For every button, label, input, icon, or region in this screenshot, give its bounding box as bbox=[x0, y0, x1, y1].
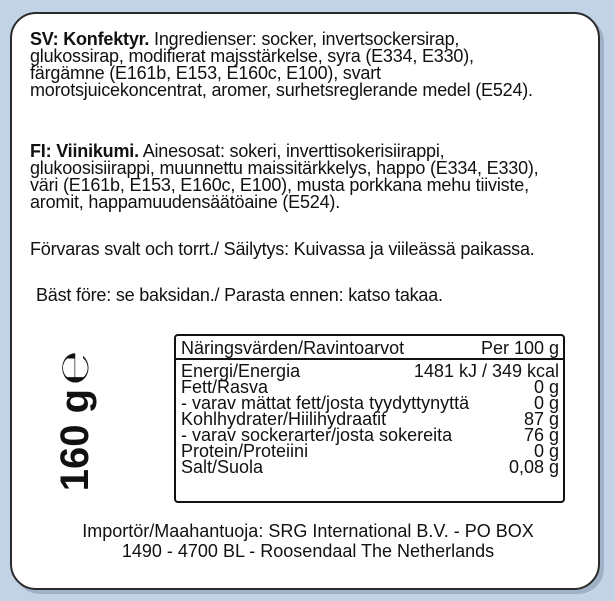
nutrition-row-value: 0,08 g bbox=[508, 457, 559, 477]
nutrition-row-value: 0 g bbox=[533, 441, 559, 461]
nutrition-row-label: - varav mättat fett/josta tyydyttynyttä bbox=[181, 393, 470, 413]
nutrition-row-label: Fett/Rasva bbox=[181, 377, 269, 397]
nutrition-row-label: Salt/Suola bbox=[181, 457, 264, 477]
ingredients-swedish-heading: SV: Konfektyr. bbox=[30, 29, 150, 49]
nutrition-row-label: Protein/Proteiini bbox=[181, 441, 309, 461]
nutrition-row-salt bbox=[181, 459, 559, 475]
nutrition-row-value: 76 g bbox=[523, 425, 559, 445]
nutrition-table-header bbox=[176, 336, 563, 360]
importer-line-1: Importör/Maahantuoja: SRG International B.V. - PO BOX bbox=[82, 521, 534, 541]
net-weight bbox=[40, 342, 110, 500]
nutrition-row-label: - varav sockerarter/josta sokereita bbox=[181, 425, 453, 445]
ingredients-finnish bbox=[30, 143, 550, 211]
nutrition-row-value: 1481 kJ / 349 kcal bbox=[413, 361, 559, 381]
nutrition-row-label: Energi/Energia bbox=[181, 361, 301, 381]
nutrition-table bbox=[174, 334, 565, 503]
ingredients-swedish-text: Ingredienser: socker, invertsockersirap, glukossirap, modifierat majsstärkelse, syra (E334, E330), färgämne (E161b, E153, E160c, E100), svart morotsjuicekoncentrat, aromer, surhetsreglerande medel (E524). bbox=[30, 29, 533, 100]
ingredients-finnish-heading: FI: Viinikumi. bbox=[30, 141, 139, 161]
ingredients-finnish-text: Ainesosat: sokeri, inverttisokerisiirappi, glukoosisiirappi, muunnettu maissitärkkelys, happo (E334, E330), väri (E161b, E153, E160c, E100), musta porkkana mehu tiiviste, aromit, happamuudensäätöaine (E524). bbox=[30, 141, 539, 212]
net-weight-value: 160 g bbox=[53, 388, 97, 492]
nutrition-row-value: 0 g bbox=[533, 377, 559, 397]
importer-line-2: 1490 - 4700 BL - Roosendaal The Netherlands bbox=[121, 541, 495, 561]
nutrition-table-title: Näringsvärden/Ravintoarvot bbox=[181, 338, 405, 358]
storage-instructions: Förvaras svalt och torrt./ Säilytys: Kuivassa ja viileässä paikassa. bbox=[30, 239, 535, 259]
nutrition-row-value: 0 g bbox=[533, 393, 559, 413]
nutrition-table-body bbox=[176, 360, 563, 475]
nutrition-row-label: Kohlhydrater/Hiilihydraatit bbox=[181, 409, 387, 429]
importer-info bbox=[30, 521, 586, 561]
nutrition-table-per: Per 100 g bbox=[480, 338, 559, 358]
nutrition-row-value: 87 g bbox=[523, 409, 559, 429]
estimated-sign-icon: ℮ bbox=[52, 350, 98, 385]
ingredients-swedish bbox=[30, 31, 550, 99]
best-before-text: Bäst före: se baksidan./ Parasta ennen: katso takaa. bbox=[36, 285, 443, 305]
